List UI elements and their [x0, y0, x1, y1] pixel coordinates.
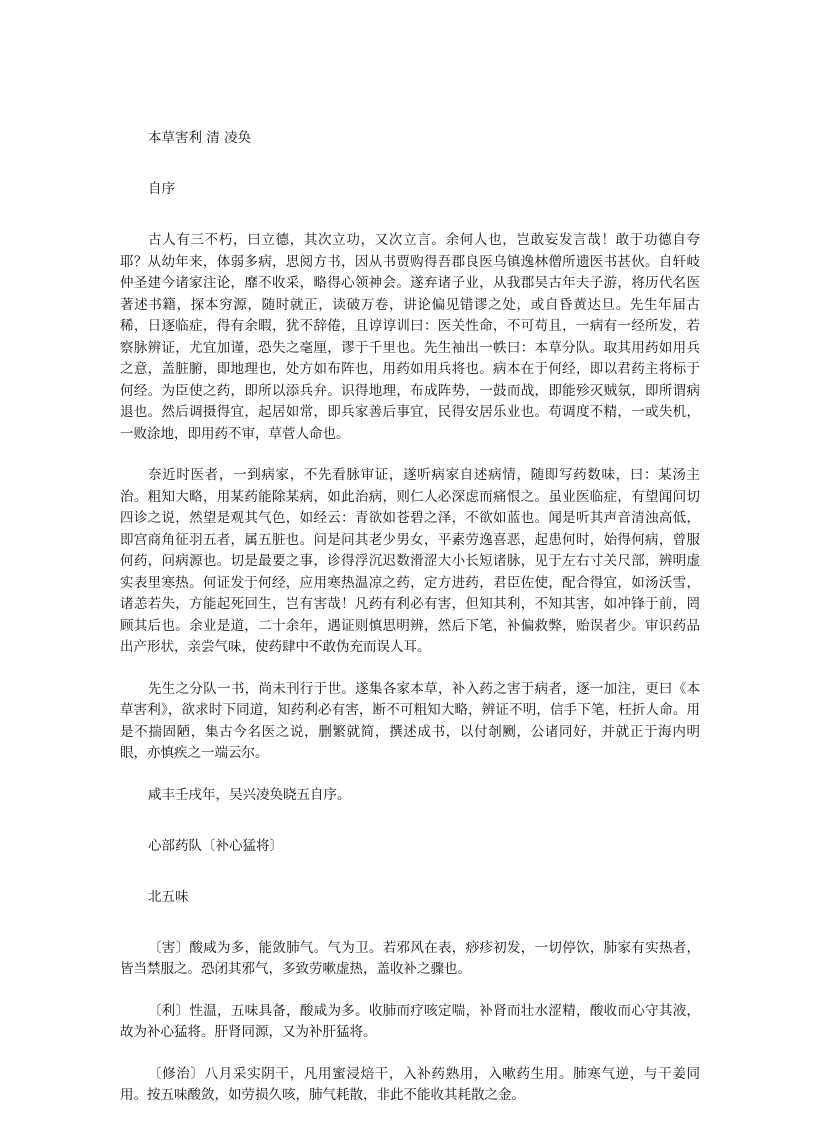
preface-paragraph-2: 奈近时医者，一到病家，不先看脉审证，遂听病家自述病情，随即写药数味，曰：某汤主治。粗知大略，用某药能除某病，如此治病，则仁人必深虑而痛恨之。虽业医临症，有望闻问切四诊之说，然望是观其气色，如经云：青欲如苍碧之泽，不欲如蓝也。闻是听其声音清浊高低，即宫商角征羽五者，属五脏也。问是问其老少男女，平素劳逸喜恶，起患何时，始得何病，曾服何药，问病源也。切是最要之事，诊得浮沉迟数滑涩大小长短诸脉，见于左右寸关尺部，辨明虚实表里寒热。何证发于何经，应用寒热温凉之药，定方进药，君臣佐使，配合得宜，如汤沃雪，诸恙若失，方能起死回生，岂有害哉！凡药有利必有害，但知其利，不知其害，如冲锋于前，罔顾其后也。余业是道，二十余年，遇证则慎思明辨，然后下笔，补偏救弊，贻误者少。审识药品出产形状，亲尝气味，使药肆中不敢伪充而误人耳。 — [120, 467, 700, 655]
signature-line: 咸丰壬戌年，吴兴凌奂晓五自序。 — [148, 786, 351, 803]
herb-benefit-paragraph: 〔利〕性温，五味具备，酸咸为多。收肺而疗咳定喘，补肾而壮水涩精，酸收而心守其液，故为补心猛将。肝肾同源，又为补肝猛将。 — [120, 1002, 700, 1040]
preface-paragraph-1: 古人有三不朽，曰立德，其次立功，又次立言。余何人也，岂敢妄发言哉！敢于功德自夸耶？从幼年来，体弱多病，思阅方书，因从书贾购得吾郡良医乌镇逸林僧所遗医书甚伙。自轩岐仲圣建今诸家注论，靡不收采，略得心领神会。遂弃诸子业，从我郡吴古年夫子游，将历代名医著述书籍，探本穷源，随时就正，读破万卷，讲论偏见错谬之处，或自昏黄达旦。先生年届古稀，日逐临症，得有余暇，犹不辞倦，且谆谆训曰：医关性命，不可苟且，一病有一经所发，若察脉辨证，尤宜加谨，恐失之毫厘，谬于千里也。先生袖出一帙曰：本草分队。取其用药如用兵之意，盖脏腑，即地理也，处方如布阵也，用药如用兵将也。病本在于何经，即以君药主将标于何经。为臣使之药，即所以添兵弁。识得地理，布成阵势，一鼓而战，即能殄灭贼氛，即所谓病退也。然后调摄得宜，起居如常，即兵家善后事宜，民得安居乐业也。苟调度不精，一或失机，一败涂地，即用药不审，草菅人命也。 — [120, 232, 700, 442]
title-line: 本草害利 清 凌奂 — [148, 130, 252, 146]
section-heading: 心部药队〔补心猛将〕 — [148, 837, 283, 854]
preface-heading: 自序 — [148, 181, 175, 197]
herb-name: 北五味 — [148, 888, 189, 905]
herb-harm-paragraph: 〔害〕酸咸为多，能敛肺气。气为卫。若邪风在表，痧疹初发，一切停饮，肺家有实热者，皆当禁服之。恐闭其邪气，多致劳嗽虚热，盖收补之骤也。 — [120, 939, 700, 977]
document-page — [120, 128, 700, 1127]
herb-processing-paragraph: 〔修治〕八月采实阴干，凡用蜜浸焙干，入补药熟用，入嗽药生用。肺寒气逆，与干姜同用。按五味酸敛，如劳损久咳，肺气耗散，非此不能收其耗散之金。 — [120, 1065, 700, 1103]
preface-paragraph-3: 先生之分队一书，尚未刊行于世。遂集各家本草，补入药之害于病者，逐一加注，更曰《本草害利》，欲求时下同道，知药利必有害，断不可粗知大略，辨证不明，信手下笔，枉折人命。用是不揣固陋，集古今名医之说，删繁就简，撰述成书，以付剞劂，公诸同好，并就正于海内明眼，亦慎疾之一端云尔。 — [120, 680, 700, 761]
